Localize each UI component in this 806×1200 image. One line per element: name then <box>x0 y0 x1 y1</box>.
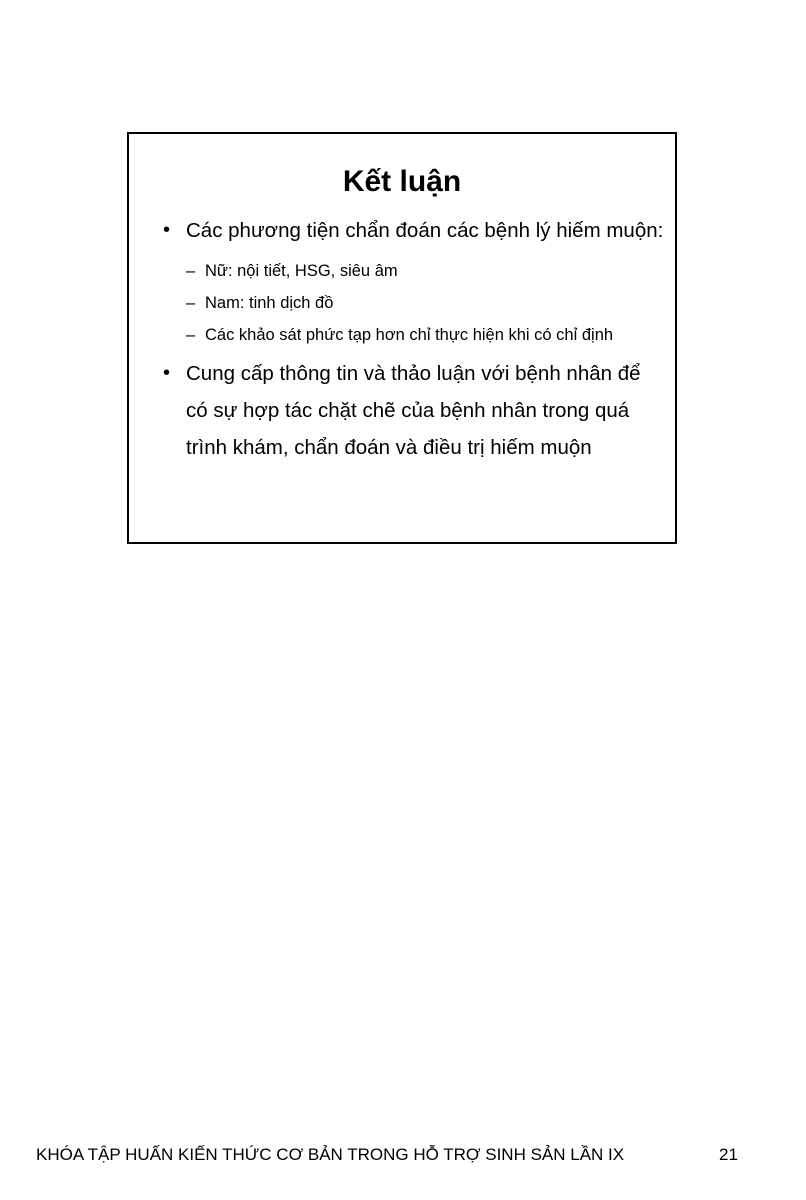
slide-title: Kết luận <box>342 165 462 198</box>
sub-item <box>186 319 665 351</box>
bullet-item <box>163 355 665 466</box>
sub-dash: – <box>186 262 196 280</box>
footer-text: KHÓA TẬP HUẤN KIẾN THỨC CƠ BẢN TRONG HỖ TRỢ SINH SẢN LẦN IX <box>36 1145 625 1164</box>
bullet-text: Cung cấp thông tin và thảo luận với bệnh nhân để có sự hợp tác chặt chẽ của bệnh nhân trong quá trình khám, chẩn đoán và điều trị hiếm muộn <box>186 362 641 459</box>
bullet-dot: • <box>163 362 171 384</box>
sub-dash: – <box>186 326 196 344</box>
page-number: 21 <box>719 1145 738 1164</box>
bullet-text: Các phương tiện chẩn đoán các bệnh lý hiếm muộn: <box>186 219 664 242</box>
sub-item <box>186 255 665 287</box>
bullet-list <box>163 212 665 466</box>
sub-list <box>186 255 665 351</box>
sub-text: Các khảo sát phức tạp hơn chỉ thực hiện khi có chỉ định <box>205 326 614 344</box>
sub-text: Nam: tinh dịch đồ <box>205 294 334 312</box>
sub-text: Nữ: nội tiết, HSG, siêu âm <box>205 262 398 280</box>
sub-dash: – <box>186 294 196 312</box>
bullet-dot: • <box>163 219 171 241</box>
sub-item <box>186 287 665 319</box>
slide-frame <box>127 132 677 544</box>
bullet-item <box>163 212 665 351</box>
